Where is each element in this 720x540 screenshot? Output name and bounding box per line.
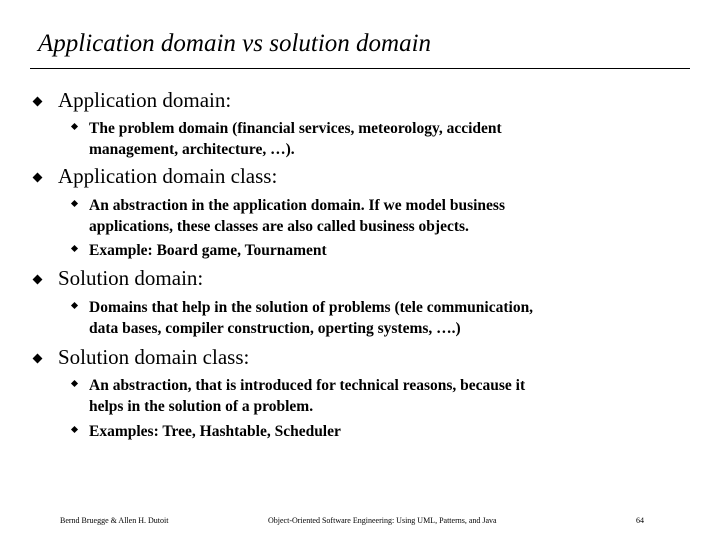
diamond-bullet-icon — [71, 302, 78, 309]
diamond-bullet-icon — [71, 123, 78, 130]
sub-bullet-text: Domains that help in the solution of problems (tele communication, data bases, compiler construction, operting systems, ….) — [89, 299, 534, 337]
diamond-bullet-icon — [71, 380, 78, 387]
bullet-label: Solution domain class: — [58, 345, 250, 369]
footer-authors: Bernd Bruegge & Allen H. Dutoit — [60, 516, 169, 525]
diamond-bullet-icon — [33, 97, 43, 107]
diamond-bullet-icon — [33, 173, 43, 183]
sub-bullet-text: Example: Board game, Tournament — [89, 242, 327, 259]
bullet-label: Application domain class: — [58, 164, 278, 188]
diamond-bullet-icon — [71, 200, 78, 207]
sub-bullet-text: An abstraction, that is introduced for technical reasons, because it helps in the solution of a problem. — [89, 377, 526, 415]
slide-title: Application domain vs solution domain — [38, 30, 432, 57]
diamond-bullet-icon — [33, 275, 43, 285]
diamond-bullet-icon — [71, 245, 78, 252]
sub-bullet-text: Examples: Tree, Hashtable, Scheduler — [89, 423, 341, 440]
bullet-label: Application domain: — [58, 88, 232, 112]
diamond-bullet-icon — [33, 354, 43, 364]
footer-page-number: 64 — [636, 516, 644, 525]
sub-bullet-text: An abstraction in the application domain. If we model business applications, these classes are also called business objects. — [89, 197, 505, 235]
footer-book-title: Object-Oriented Software Engineering: Using UML, Patterns, and Java — [268, 516, 497, 525]
bullet-label: Solution domain: — [58, 266, 204, 290]
title-divider — [30, 68, 690, 69]
diamond-bullet-icon — [71, 426, 78, 433]
sub-bullet-text: The problem domain (financial services, meteorology, accident management, architecture, …). — [89, 120, 502, 158]
